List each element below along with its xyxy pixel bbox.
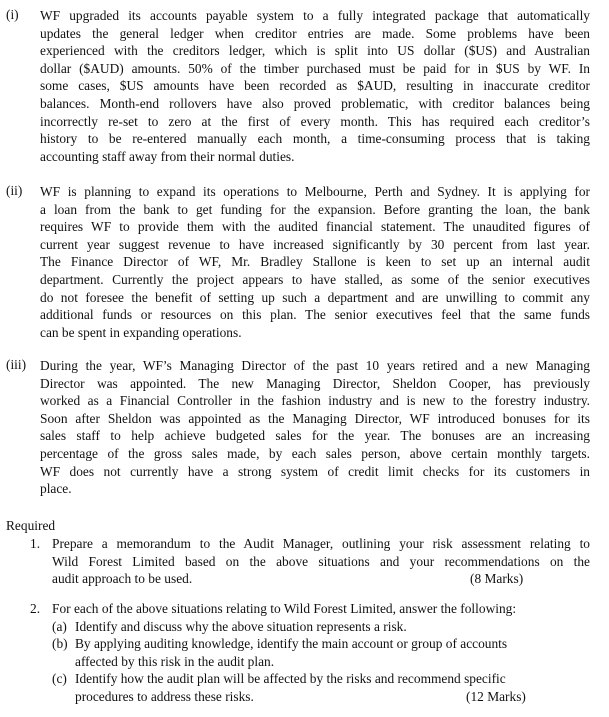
text-line: do not foresee the benefit of setting up such a department and are unwilling to commit any (40, 289, 590, 305)
text-line: current year suggest revenue to have increased significantly by 30 percent from last year. (40, 236, 590, 252)
situation-label: (iii) (6, 357, 27, 372)
required-heading: Required (6, 518, 56, 533)
question-number: 2. (30, 601, 41, 616)
text-line: audit approach to be used. (52, 571, 193, 587)
text-line: procedures to address these risks. (75, 688, 254, 704)
question-marks: (8 Marks) (470, 571, 524, 587)
text-line: By applying auditing knowledge, identify the main account or group of accounts (75, 636, 508, 652)
text-line: balances. Month-end rollovers have also proved problematic, with creditor balances being (40, 95, 590, 111)
text-line: some cases, $US amounts have been recorded as $AUD, resulting in inaccurate creditor (40, 78, 590, 94)
text-line: additional funds or resources on this plan. The senior executives feel that the same funds (40, 307, 590, 323)
text-line: affected by this risk in the audit plan. (75, 653, 275, 669)
text-line: Prepare a memorandum to the Audit Manager, outlining your risk assessment relating to (52, 536, 590, 551)
text-line: During the year, WF’s Managing Director of the past 10 years retired and a new Managing (40, 358, 590, 373)
question-number: 1. (30, 536, 41, 551)
text-line: WF upgraded its accounts payable system to a fully integrated package that automatically (40, 8, 590, 23)
situation-text (40, 183, 590, 341)
text-line: incorrectly re-set to zero at the first of every month. This has required each creditor’s (40, 113, 590, 129)
situation-label: (ii) (6, 183, 23, 198)
sub-label: (a) (52, 618, 67, 634)
text-line: a loan from the bank to get funding for the expansion. Before granting the loan, the bank (40, 201, 590, 217)
sub-question-a (52, 618, 590, 636)
sub-text (75, 618, 590, 636)
text-line: WF is planning to expand its operations to Melbourne, Perth and Sydney. It is applying for (40, 184, 590, 199)
text-line: experienced with the creditors ledger, which is split into US dollar ($US) and Australian (40, 43, 590, 59)
text-line: The Finance Director of WF, Mr. Bradley Stallone is keen to set up an internal audit (40, 254, 590, 270)
text-line: sales staff to help achieve budgeted sales for the year. The bonuses are an increasing (40, 428, 590, 444)
text-line: accounting staff away from their normal duties. (40, 148, 295, 164)
question-intro: For each of the above situations relating to Wild Forest Limited, answer the following: (52, 601, 517, 616)
text-line: Soon after Sheldon was appointed as the Managing Director, WF introduced bonuses for its (40, 410, 590, 426)
sub-question-b (52, 635, 590, 670)
text-line: can be spent in expanding operations. (40, 324, 242, 340)
question-marks: (12 Marks) (466, 689, 526, 704)
sub-label: (c) (52, 671, 67, 687)
text-line: WF does not currently have a strong system of credit limit checks for its customers in (40, 463, 590, 479)
text-line: history to be re-entered manually each month, a time-consuming process that is taking (40, 131, 590, 147)
sub-label: (b) (52, 636, 68, 652)
text-line: Director was appointed. The new Managing Director, Sheldon Cooper, has previously (40, 375, 590, 391)
text-line: department. Currently the project appears to have stalled, as some of the senior executives (40, 271, 590, 287)
text-line: updates the general ledger when creditor entries are made. Some problems have been (40, 25, 590, 41)
situation-text (40, 7, 590, 165)
situation-label: (i) (6, 7, 19, 22)
text-line: percentage of the gross sales made, by each sales person, above certain monthly targets. (40, 445, 590, 461)
text-line: Identify how the audit plan will be affected by the risks and recommend specific (75, 671, 506, 687)
situation-text (40, 357, 590, 498)
text-line: dollar ($AUD) amounts. 50% of the timber purchased must be paid for in $US by WF. In (40, 60, 590, 76)
text-line: worked as a Financial Controller in the fashion industry and is new to the forestry industry. (40, 393, 590, 409)
text-line: requires WF to provide them with the audited financial statement. The unaudited figures of (40, 219, 590, 235)
text-line: Identify and discuss why the above situation represents a risk. (75, 618, 407, 634)
text-line: place. (40, 481, 72, 497)
text-line: Wild Forest Limited based on the above situations and your recommendations on the (52, 553, 590, 569)
sub-text (75, 635, 590, 670)
